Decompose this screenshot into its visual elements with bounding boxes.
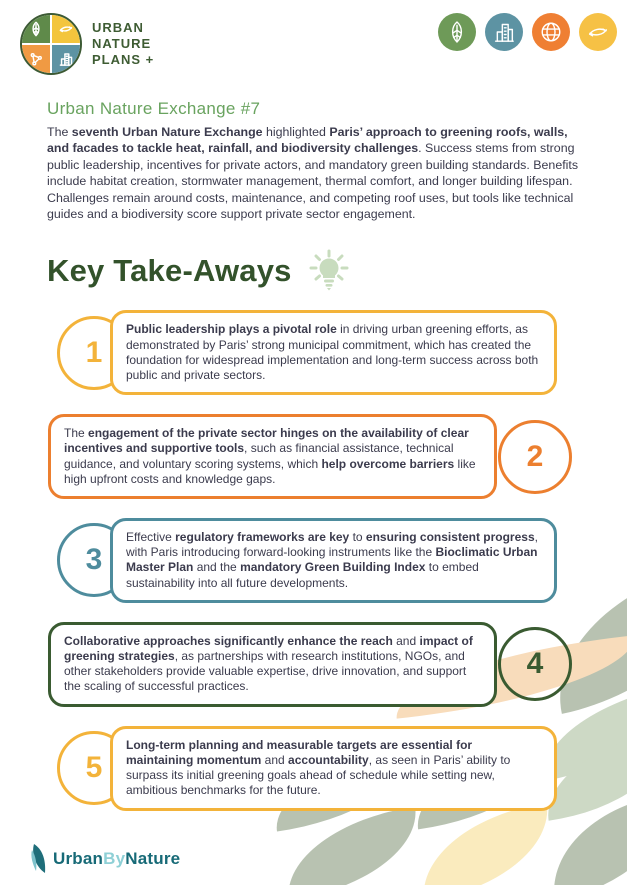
key-takeaways-heading-row <box>47 248 627 294</box>
urban-nature-plans-logo <box>20 13 154 75</box>
takeaway-text: Long-term planning and measurable targets are essential for maintaining momentum and accountability, as seen in Paris’ ability to surpass its initial greening goals ahead of schedule while setting new, ambitious benchmarks for the future. <box>126 737 511 798</box>
takeaway-number: 1 <box>57 316 131 390</box>
takeaway-text-box <box>110 726 557 811</box>
brand-part: Urban <box>53 849 104 868</box>
buildings-quadrant <box>52 45 80 73</box>
takeaway-text: Effective regulatory frameworks are key to ensuring consistent progress, with Paris introducing forward-looking instruments like the Bioclimatic Urban Master Plan and the mandatory Green Building Index to embed sustainability into all future developments. <box>126 530 538 590</box>
takeaway-item <box>0 622 627 707</box>
globe-icon <box>532 13 570 51</box>
takeaway-text-box <box>48 414 497 499</box>
logo-wordmark <box>92 20 154 68</box>
brand-part: By <box>103 849 126 868</box>
logo-line-3: PLANS + <box>92 52 155 67</box>
takeaway-item <box>0 414 627 499</box>
takeaway-text: Collaborative approaches significantly enhance the reach and impact of greening strategies, as partnerships with research institutions, NGOs, and other stakeholders provide valuable expertise, drive innovation, and support the scaling of successful practices. <box>64 633 473 694</box>
leaf-quadrant <box>22 15 50 43</box>
network-quadrant <box>22 45 50 73</box>
takeaway-number: 4 <box>498 627 572 701</box>
takeaways-list <box>0 310 627 810</box>
takeaway-number: 2 <box>498 420 572 494</box>
intro-paragraph: The seventh Urban Nature Exchange highlighted Paris’ approach to greening roofs, walls, and facades to tackle heat, rainfall, and biodiversity challenges. Success stems from strong public leadership, incentives for private actors, and mandatory green building standards. Benefits include habitat creation, stormwater management, thermal comfort, and longer building lifespan. Challenges remain around costs, maintenance, and competing roof uses, but tools like technical guides and a biodiversity score support private sector engagement. <box>47 125 579 222</box>
hands-quadrant <box>52 15 80 43</box>
key-takeaways-heading: Key Take-Aways <box>47 253 292 289</box>
takeaway-text: The engagement of the private sector hinges on the availability of clear incentives and supportive tools, such as financial assistance, technical guidance, and voluntary scoring systems, which help overcome barriers like high upfront costs and knowledge gaps. <box>64 426 476 486</box>
takeaway-text-box <box>110 310 557 395</box>
topic-icons <box>438 13 617 51</box>
logo-mark <box>20 13 82 75</box>
takeaway-text: Public leadership plays a pivotal role in driving urban greening efforts, as demonstrated by Paris’ strong municipal commitment, which has created the foundation for widespread implementation and long-term success across both public and private sectors. <box>126 322 539 383</box>
lightbulb-icon <box>306 248 352 294</box>
takeaway-text-box <box>110 518 557 603</box>
takeaway-item <box>0 518 627 603</box>
takeaway-item <box>0 310 627 395</box>
logo-line-1: URBAN <box>92 20 144 35</box>
footer <box>28 841 180 877</box>
urbanbynature-logo-icon <box>28 841 48 877</box>
takeaway-item <box>0 726 627 811</box>
intro-section <box>47 99 592 222</box>
brand-part: Nature <box>125 849 181 868</box>
logo-line-2: NATURE <box>92 36 152 51</box>
takeaway-number: 5 <box>57 731 131 805</box>
hands-icon <box>579 13 617 51</box>
takeaway-number: 3 <box>57 523 131 597</box>
urbanbynature-wordmark <box>53 849 180 869</box>
buildings-icon <box>485 13 523 51</box>
header <box>0 0 627 75</box>
page-title: Urban Nature Exchange #7 <box>47 99 261 118</box>
takeaway-text-box <box>48 622 497 707</box>
leaf-icon <box>438 13 476 51</box>
